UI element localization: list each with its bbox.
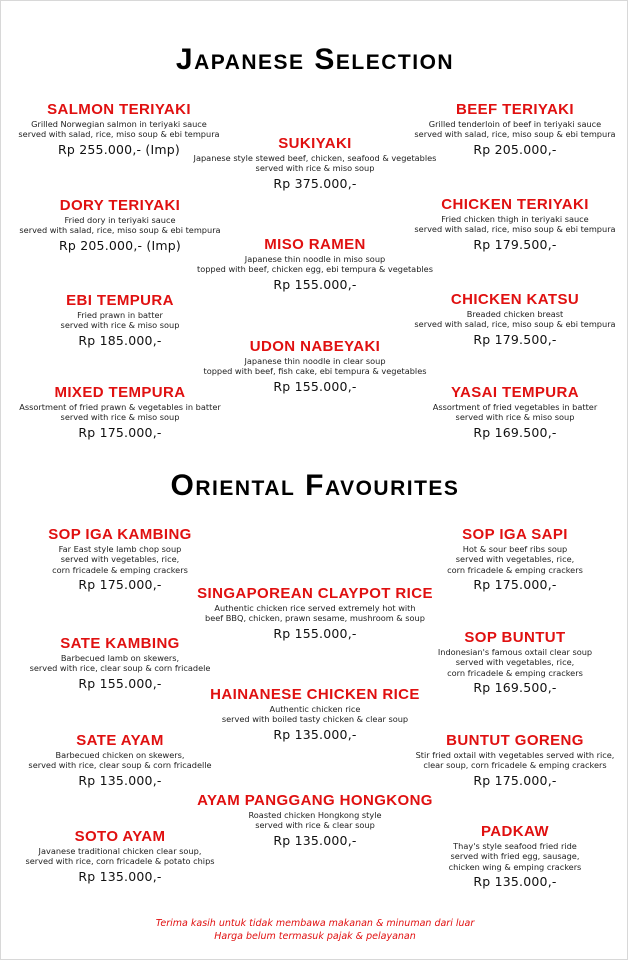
- item-price: Rp 135.000,-: [273, 832, 357, 848]
- item-price: Rp 155.000,-: [273, 625, 357, 641]
- item-price: Rp 135.000,-: [78, 772, 162, 788]
- item-description: Assortment of fried vegetables in batter served with rice & miso soup: [432, 402, 598, 423]
- item-description: Japanese style stewed beef, chicken, seafood & vegetables served with rice & miso soup: [193, 153, 437, 174]
- item-description: Roasted chicken Hongkong style served with rice & clear soup: [248, 810, 382, 831]
- item-description: Far East style lamb chop soup served with vegetables, rice, corn fricadele & emping crackers: [52, 544, 188, 575]
- item-description: Barbecued lamb on skewers, served with rice, clear soup & corn fricadele: [29, 653, 211, 674]
- item-price: Rp 169.500,-: [473, 424, 557, 440]
- item-price: Rp 135.000,-: [473, 873, 557, 889]
- item-price: Rp 155.000,-: [273, 276, 357, 292]
- item-description: Authentic chicken rice served with boiled tasty chicken & clear soup: [221, 704, 409, 725]
- item-price: Rp 375.000,-: [273, 175, 357, 191]
- item-price: Rp 179.500,-: [473, 236, 557, 252]
- item-name: HAINANESE CHICKEN RICE: [210, 686, 420, 703]
- item-description: Stir fried oxtail with vegetables served with rice, clear soup, corn fricadele & emping crackers: [415, 750, 615, 771]
- item-price: Rp 179.500,-: [473, 331, 557, 347]
- section-title-japanese: Japanese Selection: [175, 43, 455, 76]
- item-name: BUNTUT GORENG: [446, 732, 584, 749]
- item-price: Rp 135.000,-: [273, 726, 357, 742]
- item-price: Rp 205.000,- (Imp): [59, 237, 181, 253]
- item-name: EBI TEMPURA: [66, 292, 174, 309]
- item-description: Javanese traditional chicken clear soup, served with rice, corn fricadele & potato chips: [25, 846, 215, 867]
- menu-item-beef-teriyaki: [401, 101, 628, 158]
- item-name: UDON NABEYAKI: [249, 338, 381, 355]
- item-description: Authentic chicken rice served extremely hot with beef BBQ, chicken, prawn sesame, mushroom & soup: [205, 603, 425, 624]
- item-description: Japanese thin noodle in clear soup topped with beef, fish cake, ebi tempura & vegetables: [203, 356, 427, 377]
- footer-line-tax-service: Harga belum termasuk pajak & pelayanan: [214, 931, 416, 942]
- item-price: Rp 155.000,-: [78, 675, 162, 691]
- item-name: SOP IGA SAPI: [462, 526, 568, 543]
- item-name: SOTO AYAM: [74, 828, 166, 845]
- menu-item-sate-kambing: [1, 635, 239, 692]
- menu-item-sop-iga-sapi: [401, 526, 628, 593]
- item-description: Breaded chicken breast served with salad, rice, miso soup & ebi tempura: [414, 309, 616, 330]
- item-name: SOP BUNTUT: [464, 629, 566, 646]
- menu-item-padkaw: [401, 823, 628, 890]
- item-name: MISO RAMEN: [264, 236, 366, 253]
- menu-item-chicken-katsu: [401, 291, 628, 348]
- item-description: Japanese thin noodle in miso soup topped with beef, chicken egg, ebi tempura & vegetables: [197, 254, 433, 275]
- menu-item-sop-buntut: [401, 629, 628, 696]
- item-description: Fried dory in teriyaki sauce served with salad, rice, miso soup & ebi tempura: [19, 215, 221, 236]
- item-name: SOP IGA KAMBING: [48, 526, 192, 543]
- item-name: YASAI TEMPURA: [451, 384, 579, 401]
- item-price: Rp 155.000,-: [273, 378, 357, 394]
- item-description: Hot & sour beef ribs soup served with vegetables, rice, corn fricadele & emping crackers: [447, 544, 583, 575]
- item-description: Indonesian's famous oxtail clear soup served with vegetables, rice, corn fricadele & emping crackers: [437, 647, 593, 678]
- item-name: SATE KAMBING: [60, 635, 180, 652]
- item-name: DORY TERIYAKI: [59, 197, 181, 214]
- item-name: PADKAW: [481, 823, 549, 840]
- item-description: Fried prawn in batter served with rice & miso soup: [60, 310, 180, 331]
- item-price: Rp 175.000,-: [78, 576, 162, 592]
- item-description: Thay's style seafood fried ride served with fried egg, sausage, chicken wing & emping crackers: [448, 841, 582, 872]
- item-name: SALMON TERIYAKI: [47, 101, 191, 118]
- item-name: SATE AYAM: [76, 732, 164, 749]
- item-description: Barbecued chicken on skewers, served with rice, clear soup & corn fricadelle: [28, 750, 212, 771]
- item-description: Grilled Norwegian salmon in teriyaki sauce served with salad, rice, miso soup & ebi tempura: [18, 119, 220, 140]
- section-title-oriental: Oriental Favourites: [170, 469, 460, 502]
- item-name: CHICKEN TERIYAKI: [441, 196, 589, 213]
- item-price: Rp 205.000,-: [473, 141, 557, 157]
- item-price: Rp 255.000,- (Imp): [58, 141, 180, 157]
- item-description: Grilled tenderloin of beef in teriyaki sauce served with salad, rice, miso soup & ebi tempura: [414, 119, 616, 140]
- item-name: BEEF TERIYAKI: [455, 101, 574, 118]
- item-name: CHICKEN KATSU: [450, 291, 580, 308]
- item-name: SUKIYAKI: [278, 135, 352, 152]
- item-price: Rp 185.000,-: [78, 332, 162, 348]
- item-price: Rp 175.000,-: [78, 424, 162, 440]
- footer-line-outside-food: Terima kasih untuk tidak membawa makanan & minuman dari luar: [155, 918, 475, 929]
- footer-notes: [1, 917, 628, 943]
- menu-item-sop-iga-kambing: [1, 526, 239, 593]
- item-description: Fried chicken thigh in teriyaki sauce served with salad, rice, miso soup & ebi tempura: [414, 214, 616, 235]
- item-name: SINGAPOREAN CLAYPOT RICE: [197, 585, 433, 602]
- item-price: Rp 175.000,-: [473, 772, 557, 788]
- item-description: Assortment of fried prawn & vegetables in batter served with rice & miso soup: [19, 402, 221, 423]
- item-name: MIXED TEMPURA: [54, 384, 186, 401]
- item-name: AYAM PANGGANG HONGKONG: [197, 792, 433, 809]
- menu-item-chicken-teriyaki: [401, 196, 628, 253]
- menu-item-buntut-goreng: [401, 732, 628, 789]
- item-price: Rp 135.000,-: [78, 868, 162, 884]
- item-price: Rp 175.000,-: [473, 576, 557, 592]
- menu-item-yasai-tempura: [401, 384, 628, 441]
- item-price: Rp 169.500,-: [473, 679, 557, 695]
